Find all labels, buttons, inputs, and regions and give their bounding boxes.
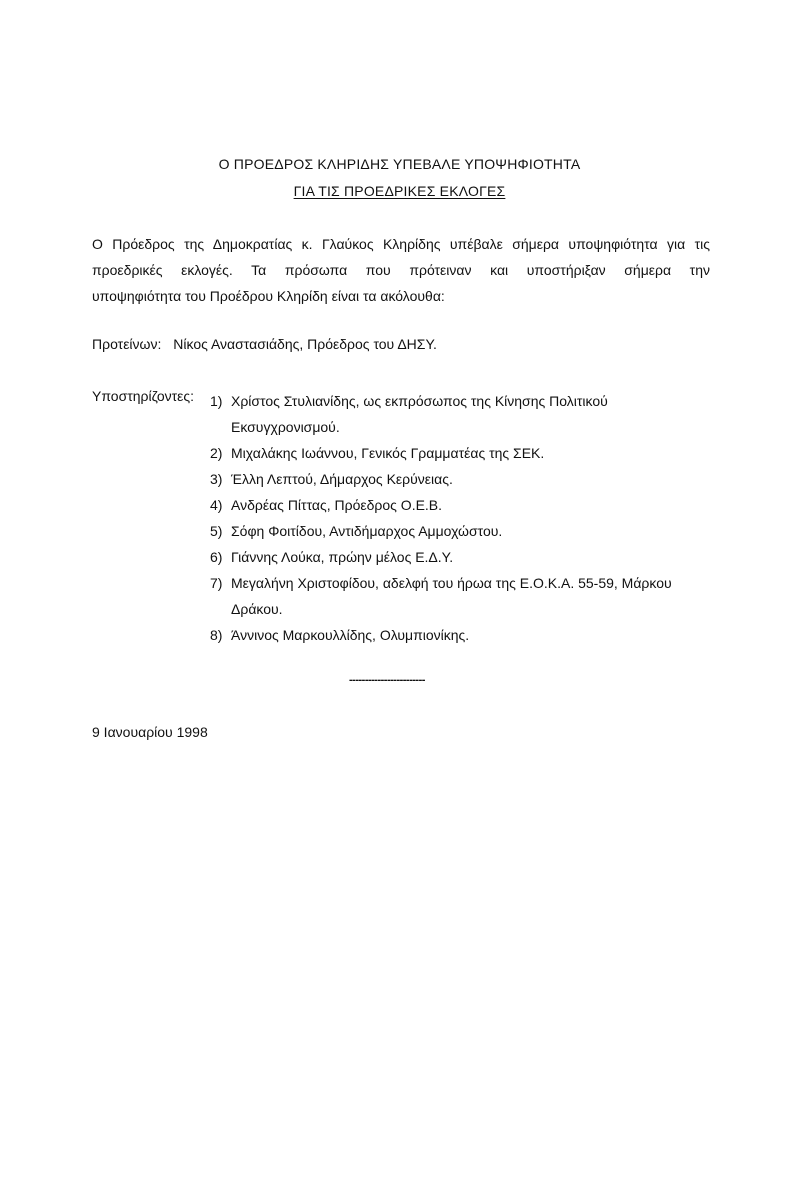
list-item [207,544,717,570]
list-item [207,570,717,622]
list-item-text: Χρίστος Στυλιανίδης, ως εκπρόσωπος της Κίνησης Πολιτικού Εκσυγχρονισμού. [231,393,608,435]
proposer-line [92,336,437,352]
intro-paragraph [92,231,710,309]
intro-line-2: προεδρικές εκλογές. Τα πρόσωπα που πρότειναν και υποστήριξαν σήμερα την [92,262,710,278]
proposer-name: Νίκος Αναστασιάδης, Πρόεδρος του ΔΗΣΥ. [173,336,437,352]
list-item [207,518,717,544]
proposer-label: Προτείνων: [92,336,162,352]
supporters-label: Υποστηρίζοντες: [92,388,195,404]
list-item-text: Γιάννης Λούκα, πρώην μέλος Ε.Δ.Υ. [231,549,454,565]
list-item [207,622,717,648]
list-item-number: 8) [210,627,223,643]
list-item [207,440,717,466]
list-item-number: 6) [210,549,223,565]
list-item-number: 7) [210,575,223,591]
list-item-text: Έλλη Λεπτού, Δήμαρχος Κερύνειας. [231,471,453,487]
list-item [207,492,717,518]
list-item-number: 1) [210,393,223,409]
document-date: 9 Ιανουαρίου 1998 [92,724,208,740]
intro-line-1: Ο Πρόεδρος της Δημοκρατίας κ. Γλαύκος Κληρίδης υπέβαλε σήμερα υποψηφιότητα για τις [92,236,710,252]
list-item-number: 3) [210,471,223,487]
list-item-text: Άννινος Μαρκουλλίδης, Ολυμπιονίκης. [231,627,470,643]
intro-line-3: υποψηφιότητα του Προέδρου Κληρίδη είναι τα ακόλουθα: [92,288,445,304]
list-item-number: 5) [210,523,223,539]
list-item-text: Μεγαλήνη Χριστοφίδου, αδελφή του ήρωα της Ε.Ο.Κ.Α. 55-59, Μάρκου Δράκου. [231,575,672,617]
list-item-number: 4) [210,497,223,513]
list-item-number: 2) [210,445,223,461]
list-item-text: Σόφη Φοιτίδου, Αντιδήμαρχος Αμμοχώστου. [231,523,503,539]
supporters-list [207,388,717,648]
list-item [207,466,717,492]
list-item [207,388,717,440]
list-item-text: Ανδρέας Πίττας, Πρόεδρος Ο.Ε.Β. [231,497,443,513]
title-line-2 [0,183,799,199]
separator-line: ------------------------ [349,674,425,686]
title-line-1: Ο ΠΡΟΕΔΡΟΣ ΚΛΗΡΙΔΗΣ ΥΠΕΒΑΛΕ ΥΠΟΨΗΦΙΟΤΗΤΑ [218,156,581,172]
title-line-2-text: ΓΙΑ ΤΙΣ ΠΡΟΕΔΡΙΚΕΣ ΕΚΛΟΓΕΣ [293,183,506,199]
list-item-text: Μιχαλάκης Ιωάννου, Γενικός Γραμματέας της ΣΕΚ. [231,445,545,461]
